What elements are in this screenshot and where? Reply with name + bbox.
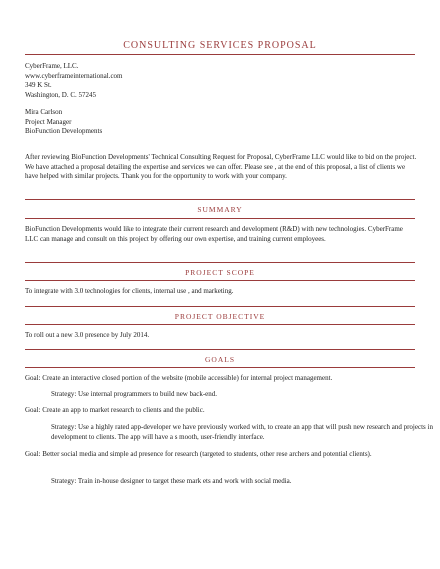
recipient-role: Project Manager	[25, 117, 72, 126]
summary-divider-top	[25, 199, 415, 200]
scope-section	[25, 287, 417, 297]
strategy-text: Strategy: Use internal programmers to build new back-end.	[51, 390, 218, 398]
goal-item	[25, 374, 417, 384]
sender-city: Washington, D. C. 57245	[25, 90, 96, 99]
scope-text: To integrate with 3.0 technologies for clients, internal use , and marketing.	[25, 287, 234, 295]
objective-section	[25, 331, 417, 341]
objective-divider-bottom	[25, 324, 415, 325]
goal-text: Goal: Create an app to market research to clients and the public.	[25, 406, 205, 414]
goals-divider-top	[25, 349, 415, 350]
goal-item	[25, 406, 417, 416]
goal-item	[25, 450, 417, 460]
sender-street: 349 K St.	[25, 81, 52, 89]
objective-heading: PROJECT OBJECTIVE	[174, 312, 266, 321]
sender-website: www.cyberframeinternational.com	[25, 71, 123, 80]
strategy-item	[25, 423, 440, 442]
summary-text: BioFunction Developments would like to integrate their current research and development (R&D) with new technologies. CyberFrame LLC can manage and consult on this project by offering our own expertise, and training current employees.	[25, 225, 403, 243]
summary-divider-bottom	[25, 218, 415, 219]
summary-heading: SUMMARY	[197, 205, 243, 214]
objective-text: To roll out a new 3.0 presence by July 2014.	[25, 331, 150, 339]
document-title: CONSULTING SERVICES PROPOSAL	[123, 40, 317, 51]
goal-text: Goal: Better social media and simple ad presence for research (targeted to students, other rese archers and potential clients).	[25, 450, 372, 458]
strategy-text: Strategy: Train in-house designer to target these mark ets and work with social media.	[51, 477, 292, 485]
scope-divider-bottom	[25, 280, 415, 281]
title-divider	[25, 54, 415, 55]
scope-divider-top	[25, 262, 415, 263]
scope-heading: PROJECT SCOPE	[185, 268, 255, 277]
goal-text: Goal: Create an interactive closed portion of the website (mobile accessible) for internal project management.	[25, 374, 333, 382]
recipient-address	[25, 108, 417, 137]
strategy-text: Strategy: Use a highly rated app-developer we have previously worked with, to create an app that will push new research and projects in development to clients. The app will have a s mooth, user-friendly interface.	[51, 423, 433, 441]
strategy-item	[25, 477, 440, 487]
strategy-item	[25, 390, 440, 400]
objective-divider-top	[25, 306, 415, 307]
summary-section	[25, 225, 417, 244]
intro-paragraph	[25, 153, 417, 182]
intro-text: After reviewing BioFunction Developments' Technical Consulting Request for Proposal, CyberFrame LLC would like to bid on the project. We have attached a proposal detailing the expertise and services we can offer. Please see , at the end of this proposal, a list of clients we have helped with similar projects. Thank you for the opportunity to work with your company.	[25, 153, 417, 180]
recipient-company: BioFunction Developments	[25, 127, 103, 135]
goals-divider-bottom	[25, 367, 415, 368]
sender-address	[25, 62, 417, 100]
sender-company: CyberFrame, LLC.	[25, 62, 79, 70]
goals-heading: GOALS	[204, 355, 235, 364]
recipient-name: Mira Carlson	[25, 108, 63, 116]
